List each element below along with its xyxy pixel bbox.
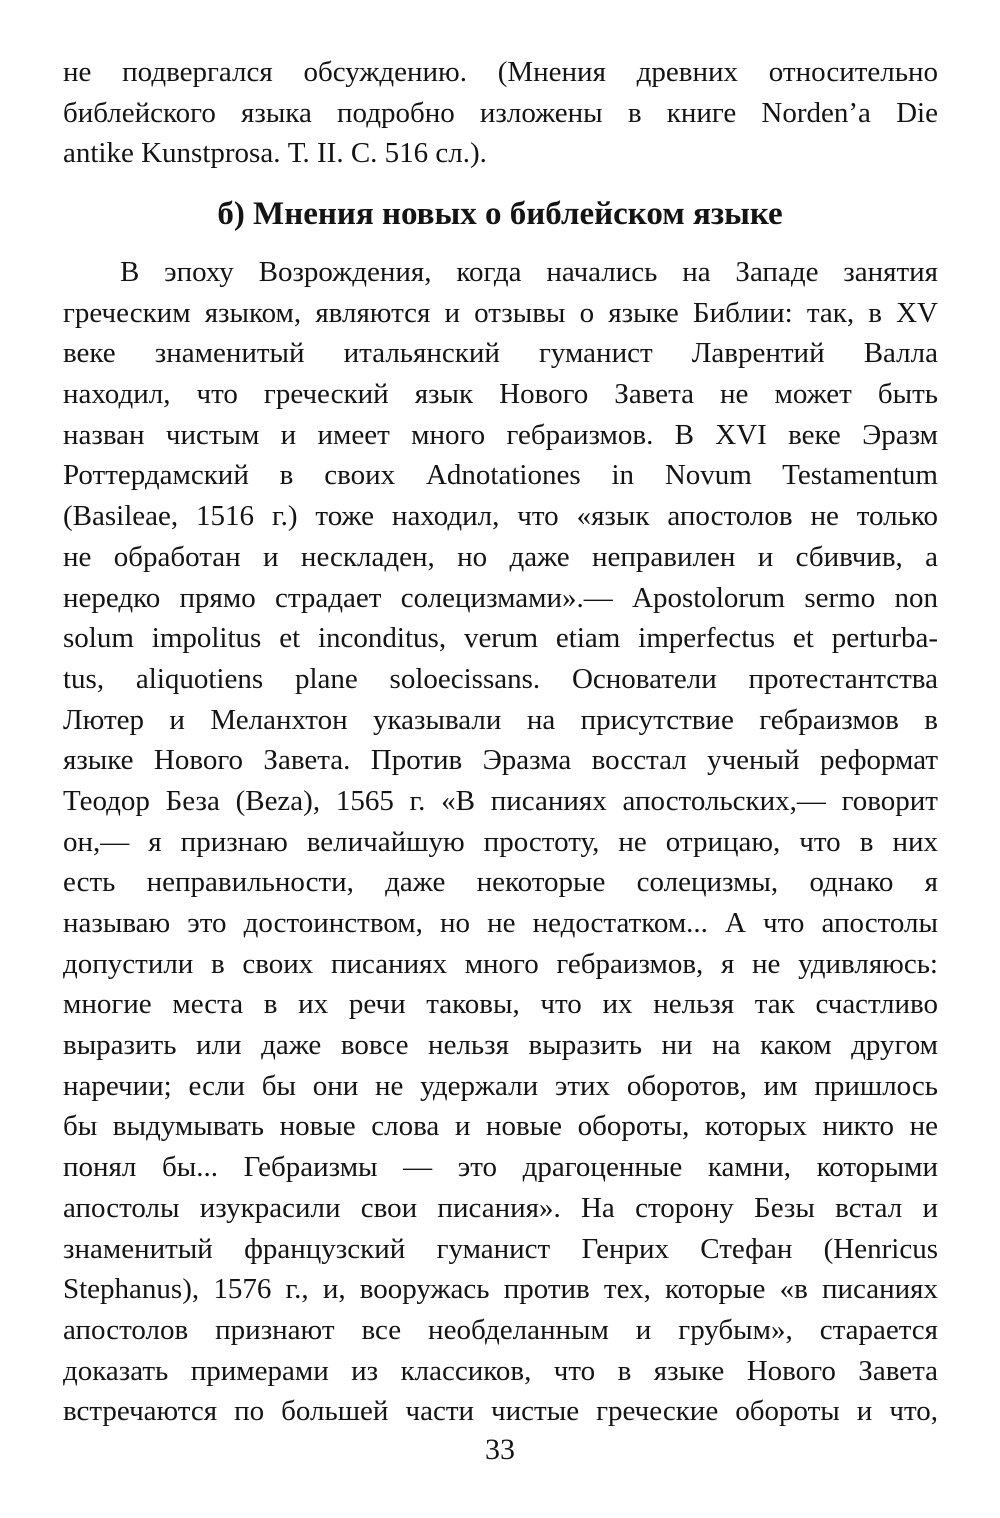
text-line: tus, aliquotiens plane soloecissans. Основатели протестантства [63,662,938,695]
text-line: доказать примерами из классиков, что в языке Нового Завета [63,1354,938,1387]
text-line: (Basileae, 1516 г.) тоже находил, что «язык апостолов не только [63,500,938,533]
text-line: он,— я признаю величайшую простоту, не отрицаю, что в них [63,825,938,858]
text-line: Stephanus), 1576 г., и, вооружась против тех, которые «в писаниях [63,1273,938,1306]
text-line: языке Нового Завета. Против Эразма восстал ученый реформат [63,744,938,777]
text-line: наречии; если бы они не удержали этих оборотов, им пришлось [63,1069,938,1102]
text-line: Лютер и Меланхтон указывали на присутствие гебраизмов в [63,703,938,736]
section-heading: б) Мнения новых о библейском языке [217,196,783,232]
text-line: апостолов признают все необделанным и грубым», старается [63,1313,938,1346]
text-line: antike Kunstprosa. Т. II. С. 516 сл.). [63,137,487,170]
text-line: назван чистым и имеет много гебраизмов. В XVI веке Эразм [63,418,938,451]
text-line: встречаются по большей части чистые греческие обороты и что, [63,1395,938,1428]
body-paragraph [63,252,938,1432]
text-line: есть неправильности, даже некоторые солецизмы, однако я [63,866,938,899]
text-line: В эпоху Возрождения, когда начались на Западе занятия [120,256,938,288]
text-line: не подвергался обсуждению. (Мнения древних относительно [63,56,938,88]
text-line: бы выдумывать новые слова и новые обороты, которых никто не [63,1110,938,1143]
text-line: библейского языка подробно изложены в книге Norden’a Die [63,96,938,129]
text-line: веке знаменитый итальянский гуманист Лаврентий Валла [63,337,938,370]
text-line: Роттердамский в своих Adnotationes in Novum Testamentum [63,459,938,492]
text-line: solum impolitus et inconditus, verum etiam imperfectus et perturba- [63,622,938,655]
text-line: не обработан и нескладен, но даже неправилен и сбивчив, а [63,540,938,573]
text-line: греческим языком, являются и отзывы о языке Библии: так, в XV [63,296,938,329]
intro-paragraph [63,52,938,174]
text-line: знаменитый французский гуманист Генрих Стефан (Henricus [63,1232,938,1265]
text-line: находил, что греческий язык Нового Завета не может быть [63,378,938,411]
text-line: называю это достоинством, но не недостатком... А что апостолы [63,907,938,939]
text-line: многие места в их речи таковы, что их нельзя так счастливо [63,988,938,1021]
page-number: 33 [485,1433,515,1466]
text-line: допустили в своих писаниях много гебраизмов, я не удивляюсь: [63,947,938,980]
text-line: выразить или даже вовсе нельзя выразить ни на каком другом [63,1029,938,1062]
text-line: понял бы... Гебраизмы — это драгоценные камни, которыми [63,1151,938,1184]
text-line: апостолы изукрасили свои писания». На сторону Безы встал и [63,1191,938,1224]
text-line: Теодор Беза (Beza), 1565 г. «В писаниях апостольских,— говорит [63,784,938,817]
text-line: нередко прямо страдает солецизмами».— Apostolorum sermo non [63,581,938,614]
